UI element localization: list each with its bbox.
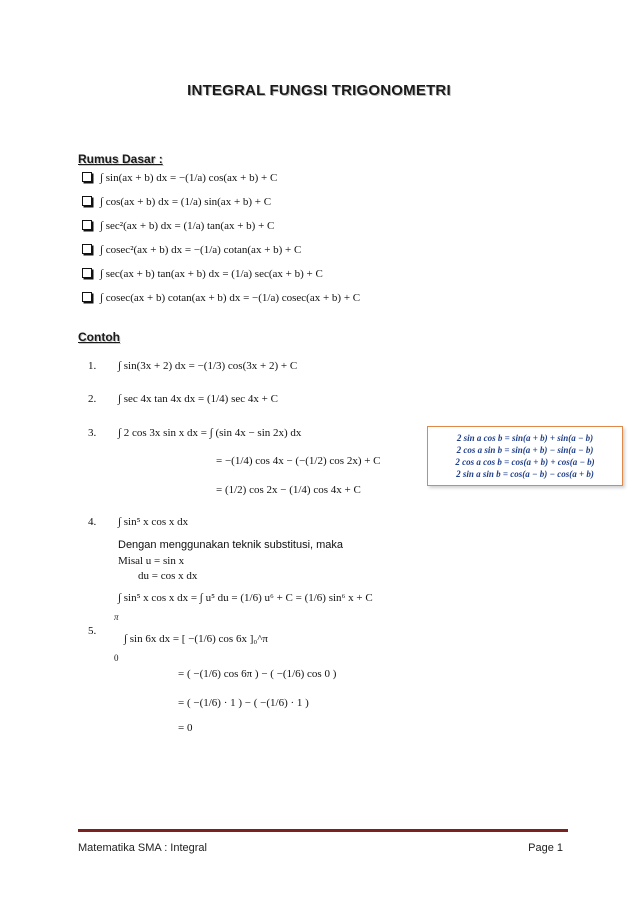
checkbox-bullet-icon [82,220,92,230]
example-4-line-1: ∫ sin⁵ x cos x dx [118,516,189,528]
example-3-line-1: ∫ 2 cos 3x sin x dx = ∫ (sin 4x − sin 2x) dx [118,427,302,439]
checkbox-bullet-icon [82,268,92,278]
page-title: INTEGRAL FUNGSI TRIGONOMETRI [187,82,451,99]
rule-text: ∫ sec(ax + b) tan(ax + b) dx = (1/a) sec(ax + b) + C [100,268,323,280]
checkbox-bullet-icon [82,244,92,254]
example-number: 3. [88,427,97,439]
example-heading: Contoh [78,330,120,344]
rule-item [82,244,301,256]
checkbox-bullet-icon [82,292,92,302]
example-number: 5. [88,625,97,637]
example-5-line-4: = 0 [178,722,193,734]
example-number: 4. [88,516,97,528]
footer-left-text: Matematika SMA : Integral [78,842,207,854]
rule-text: ∫ cosec²(ax + b) dx = −(1/a) cotan(ax + b) + C [100,244,302,256]
rule-item [82,268,323,280]
identity-line: 2 cos a cos b = cos(a + b) + cos(a − b) [455,457,595,467]
basic-formula-heading: Rumus Dasar : [78,152,163,166]
checkbox-bullet-icon [82,172,92,182]
integral-upper-limit: π [114,612,119,622]
rule-text: ∫ cos(ax + b) dx = (1/a) sin(ax + b) + C [100,196,272,208]
example-4-line-4: du = cos x dx [138,570,198,582]
trig-identity-box [427,426,623,486]
checkbox-bullet-icon [82,196,92,206]
example-5-line-1: ∫ sin 6x dx = [ −(1/6) cos 6x ]₀^π [124,633,268,645]
identity-line: 2 sin a sin b = cos(a − b) − cos(a + b) [456,469,594,479]
identity-line: 2 sin a cos b = sin(a + b) + sin(a − b) [456,433,594,443]
example-4-line-5: ∫ sin⁵ x cos x dx = ∫ u⁵ du = (1/6) u⁶ + C = (1/6) sin⁶ x + C [118,592,373,604]
example-5-line-3: = ( −(1/6) · 1 ) − ( −(1/6) · 1 ) [178,697,309,709]
identity-line: 2 cos a sin b = sin(a + b) − sin(a − b) [456,445,594,455]
example-1-equation: ∫ sin(3x + 2) dx = −(1/3) cos(3x + 2) + C [118,360,298,372]
example-3-line-2: = −(1/4) cos 4x − (−(1/2) cos 2x) + C [216,455,381,467]
rule-item [82,172,277,184]
example-2-equation: ∫ sec 4x tan 4x dx = (1/4) sec 4x + C [118,393,278,405]
rule-item [82,196,271,208]
example-number: 1. [88,360,97,372]
rule-item [82,292,360,304]
rule-text: ∫ cosec(ax + b) cotan(ax + b) dx = −(1/a) cosec(ax + b) + C [100,292,361,304]
footer-page-number: Page 1 [528,842,563,854]
rule-text: ∫ sin(ax + b) dx = −(1/a) cos(ax + b) + C [100,172,278,184]
example-4-line-3: Misal u = sin x [118,555,185,567]
rule-text: ∫ sec²(ax + b) dx = (1/a) tan(ax + b) + C [100,220,275,232]
footer-divider [78,829,568,832]
example-5-line-2: = ( −(1/6) cos 6π ) − ( −(1/6) cos 0 ) [178,668,337,680]
rule-item [82,220,274,232]
example-3-line-3: = (1/2) cos 2x − (1/4) cos 4x + C [216,484,361,496]
integral-lower-limit: 0 [114,653,119,663]
example-number: 2. [88,393,97,405]
example-4-line-2: Dengan menggunakan teknik substitusi, maka [118,539,344,551]
